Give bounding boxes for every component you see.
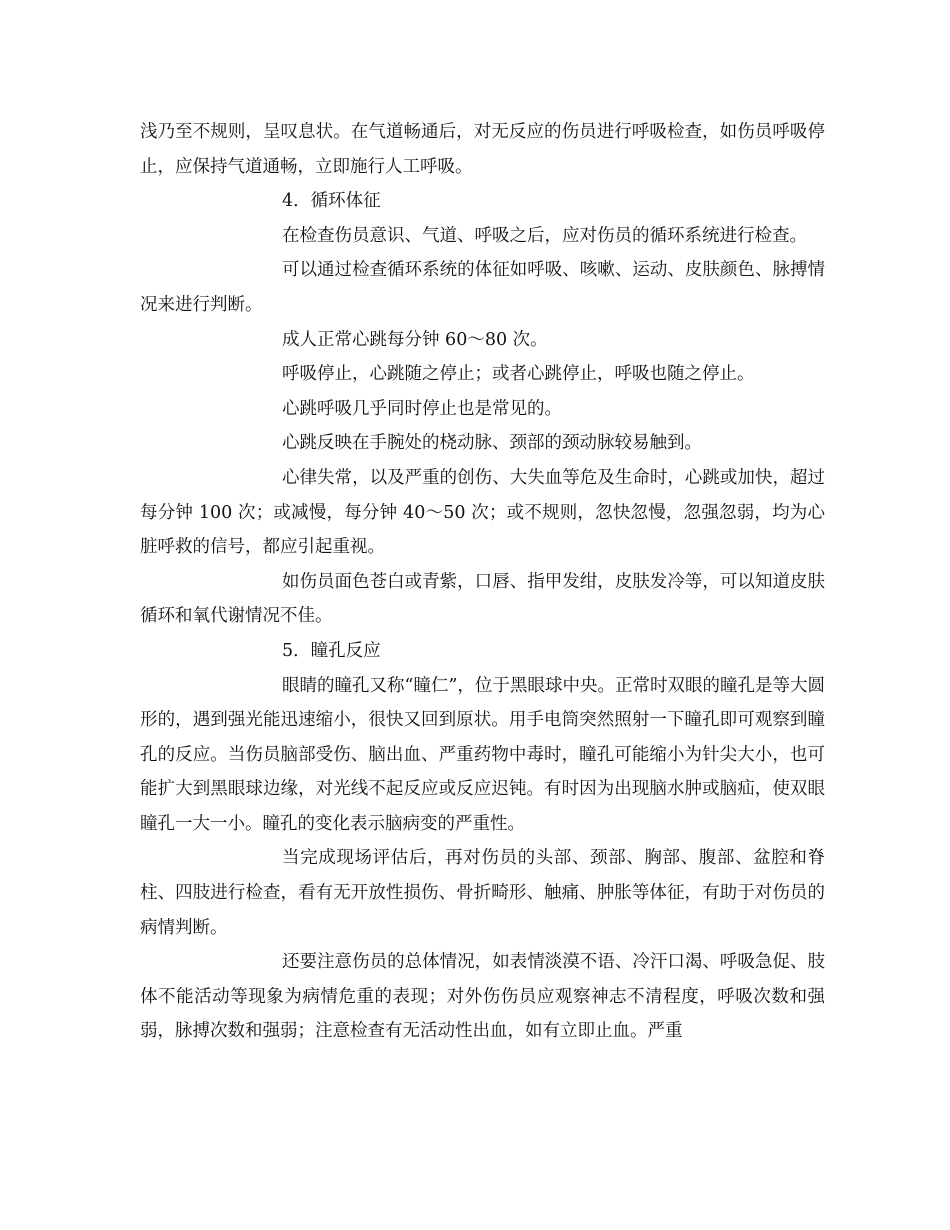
paragraph: 心跳呼吸几乎同时停止也是常见的。 bbox=[282, 398, 562, 419]
body-text bbox=[140, 115, 825, 1049]
paragraph: 可以通过检查循环系统的体征如呼吸、咳嗽、运动、皮肤颜色、脉搏情况来进行判断。 bbox=[140, 260, 825, 315]
paragraph: 眼睛的瞳孔又称“瞳仁”，位于黑眼球中央。正常时双眼的瞳孔是等大圆形的，遇到强光能迅速缩小，很快又回到原状。用手电筒突然照射一下瞳孔即可观察到瞳孔的反应。当伤员脑部受伤、脑出血、严重药物中毒时，瞳孔可能缩小为针尖大小，也可能扩大到黑眼球边缘，对光线不起反应或反应迟钝。有时因为出现脑水肿或脑疝，使双眼瞳孔一大一小。瞳孔的变化表示脑病变的严重性。 bbox=[140, 675, 825, 834]
paragraph: 成人正常心跳每分钟 60～80 次。 bbox=[282, 329, 548, 350]
section-heading-circulation: 4．循环体征 bbox=[282, 191, 381, 212]
paragraph: 在检查伤员意识、气道、呼吸之后，应对伤员的循环系统进行检查。 bbox=[282, 225, 807, 246]
paragraph: 还要注意伤员的总体情况，如表情淡漠不语、冷汗口渴、呼吸急促、肢体不能活动等现象为病情危重的表现；对外伤伤员应观察神志不清程度，呼吸次数和强弱，脉搏次数和强弱；注意检查有无活动性出血，如有立即止血。严重 bbox=[140, 952, 825, 1042]
section-heading-pupil: 5．瞳孔反应 bbox=[282, 640, 381, 661]
paragraph: 心律失常，以及严重的创伤、大失血等危及生命时，心跳或加快，超过每分钟 100 次；或减慢，每分钟 40～50 次；或不规则，忽快忽慢，忽强忽弱，均为心脏呼救的信号，都应引起重视。 bbox=[140, 467, 825, 558]
paragraph: 呼吸停止，心跳随之停止；或者心跳停止，呼吸也随之停止。 bbox=[282, 364, 755, 385]
paragraph-continuation: 浅乃至不规则，呈叹息状。在气道畅通后，对无反应的伤员进行呼吸检查，如伤员呼吸停止，应保持气道通畅，立即施行人工呼吸。 bbox=[140, 122, 825, 177]
paragraph: 如伤员面色苍白或青紫，口唇、指甲发绀，皮肤发冷等，可以知道皮肤循环和氧代谢情况不佳。 bbox=[140, 571, 825, 627]
paragraph: 心跳反映在手腕处的桡动脉、颈部的颈动脉较易触到。 bbox=[282, 433, 702, 454]
paragraph: 当完成现场评估后，再对伤员的头部、颈部、胸部、腹部、盆腔和脊柱、四肢进行检查，看有无开放性损伤、骨折畸形、触痛、肿胀等体征，有助于对伤员的病情判断。 bbox=[140, 848, 825, 938]
